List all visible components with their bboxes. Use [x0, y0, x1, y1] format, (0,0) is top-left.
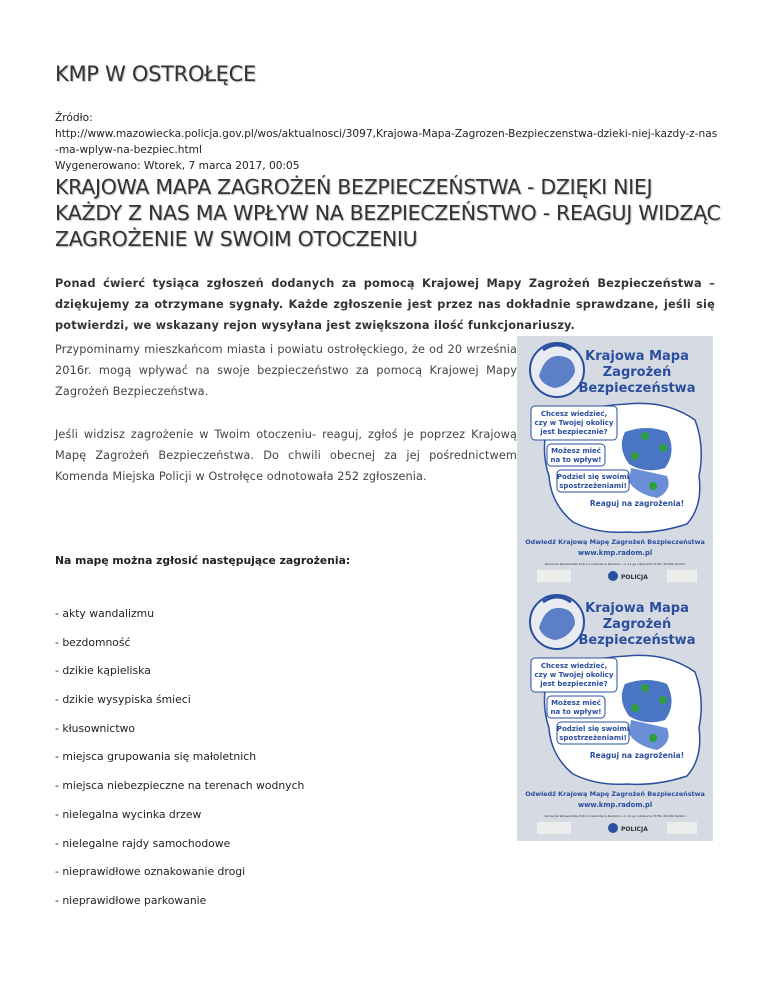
list-item: - nielegalna wycinka drzew: [55, 807, 202, 821]
list-item: - kłusownictwo: [55, 721, 136, 735]
poster-bubble1-line1: Chcesz wiedzieć,: [540, 410, 608, 418]
list-item: - miejsca grupowania się małoletnich: [55, 750, 257, 764]
poster-image-2: [517, 588, 713, 841]
poster-footer-line1: Odwiedź Krajową Mapę Zagrożeń Bezpieczeństwa: [525, 790, 705, 798]
poster-title-line3: Bezpieczeństwa: [578, 381, 696, 396]
poster-footer-line2: www.kmp.radom.pl: [577, 801, 653, 809]
poster-bubble2-line1: Możesz mieć: [551, 699, 601, 707]
poster-bubble3-line1: Podziel się swoimi: [556, 473, 630, 481]
list-item: - nieprawidłowe parkowanie: [55, 893, 207, 907]
poster-bubble2-line1: Możesz mieć: [551, 447, 601, 455]
generated-date: Wygenerowano: Wtorek, 7 marca 2017, 00:05: [55, 160, 300, 172]
source-meta: [55, 110, 718, 174]
poster-logo-policja: POLICJA: [621, 574, 648, 581]
poster-bubble1-line3: jest bezpiecznie?: [540, 680, 608, 688]
list-item: - nieprawidłowe oznakowanie drogi: [55, 865, 246, 879]
police-star-icon: [608, 823, 618, 833]
poster-title-line2: Zagrożeń: [602, 365, 672, 380]
poster-bubble3-line2: spostrzeżeniami!: [559, 734, 627, 742]
poster-bubble1-line1: Chcesz wiedzieć,: [540, 662, 608, 670]
article-paragraph-1: Przypominamy mieszkańcom miasta i powiatu ostrołęckiego, że od 20 września 2016r. mogą wpływać na swoje bezpieczeństwo za pomocą Krajowej Mapy Zagrożeń Bezpieczeństwa.: [55, 343, 517, 398]
source-url-line2[interactable]: -ma-wplyw-na-bezpiec.html: [55, 144, 202, 156]
poster-bubble3-line1: Podziel się swoimi: [556, 725, 630, 733]
ministry-logo-icon: [537, 822, 571, 834]
poster-title-line3: Bezpieczeństwa: [578, 633, 696, 648]
article-lead: Ponad ćwierć tysiąca zgłoszeń dodanych za pomocą Krajowej Mapy Zagrożeń Bezpieczeństwa – dziękujemy za otrzymane sygnały. Każde zgłoszenie jest przez nas dokładnie sprawdzane, jeśli się potwierdzi, we wskazany rejon wysyłana jest zwiększona ilość funkcjonariuszy.: [55, 277, 715, 332]
poster-bubble2-line2: na to wpływ!: [550, 456, 602, 464]
hazard-list-title: Na mapę można zgłosić następujące zagrożenia:: [55, 554, 351, 567]
poster-footer-line1: Odwiedź Krajową Mapę Zagrożeń Bezpieczeństwa: [525, 538, 705, 546]
poster-footer-line2: www.kmp.radom.pl: [577, 549, 653, 557]
poster-title-line2: Zagrożeń: [602, 617, 672, 632]
list-item: - dzikie kąpieliska: [55, 664, 151, 678]
poster-bubble1-line2: czy w Twojej okolicy: [534, 671, 614, 679]
list-item: - bezdomność: [55, 635, 131, 649]
poster-bubble1-line2: czy w Twojej okolicy: [534, 419, 614, 427]
emblem-icon: [530, 343, 584, 397]
poster-title-line1: Krajowa Mapa: [585, 349, 689, 364]
poster-footer-small: Komenda Wojewódzka Policji z siedzibą w Radomiu, ul. 11-go Listopada 37/59, 26-600 Radom: [544, 562, 686, 566]
source-url-line1[interactable]: http://www.mazowiecka.policja.gov.pl/wos/aktualnosci/3097,Krajowa-Mapa-Zagrozen-Bezpieczenstwa-dzieki-niej-kazdy-z-nas: [55, 128, 718, 140]
list-item: - nielegalne rajdy samochodowe: [55, 836, 231, 850]
ministry-logo-icon: [537, 570, 571, 582]
list-item: - dzikie wysypiska śmieci: [55, 693, 191, 707]
poster-image-1: [517, 336, 713, 588]
emblem-icon: [530, 595, 584, 649]
list-item: - akty wandalizmu: [55, 607, 155, 620]
poster-bubble4: Reaguj na zagrożenia!: [589, 751, 685, 760]
police-star-icon: [608, 571, 618, 581]
source-label: Źródło:: [55, 112, 93, 124]
poster-bubble1-line3: jest bezpiecznie?: [540, 428, 608, 436]
poster-bubble4: Reaguj na zagrożenia!: [589, 499, 685, 508]
poster-footer-small: Komenda Wojewódzka Policji z siedzibą w Radomiu, ul. 11-go Listopada 37/59, 26-600 Radom: [544, 814, 686, 818]
flag-logo-icon: [667, 570, 697, 582]
article-title: KRAJOWA MAPA ZAGROŻEŃ BEZPIECZEŃSTWA - DZIĘKI NIEJ KAŻDY Z NAS MA WPŁYW NA BEZPIECZEŃSTWO - REAGUJ WIDZĄC ZAGROŻENIE W SWOIM OTOCZENIU: [55, 175, 721, 251]
poster-logo-policja: POLICJA: [621, 826, 648, 833]
site-title: KMP W OSTROŁĘCE: [55, 62, 256, 86]
poster-bubble3-line2: spostrzeżeniami!: [559, 482, 627, 490]
hazard-list: [55, 606, 304, 922]
poster-bubble2-line2: na to wpływ!: [550, 708, 602, 716]
article-paragraph-2: Jeśli widzisz zagrożenie w Twoim otoczeniu- reaguj, zgłoś je poprzez Krajową Mapę Zagrożeń Bezpieczeństwa. Do chwili obecnej za jej pośrednictwem Komenda Miejska Policji w Ostrołęce odnotowała 252 zgłoszenia.: [55, 428, 517, 483]
poster-title-line1: Krajowa Mapa: [585, 601, 689, 616]
flag-logo-icon: [667, 822, 697, 834]
list-item: - miejsca niebezpieczne na terenach wodnych: [55, 779, 305, 793]
